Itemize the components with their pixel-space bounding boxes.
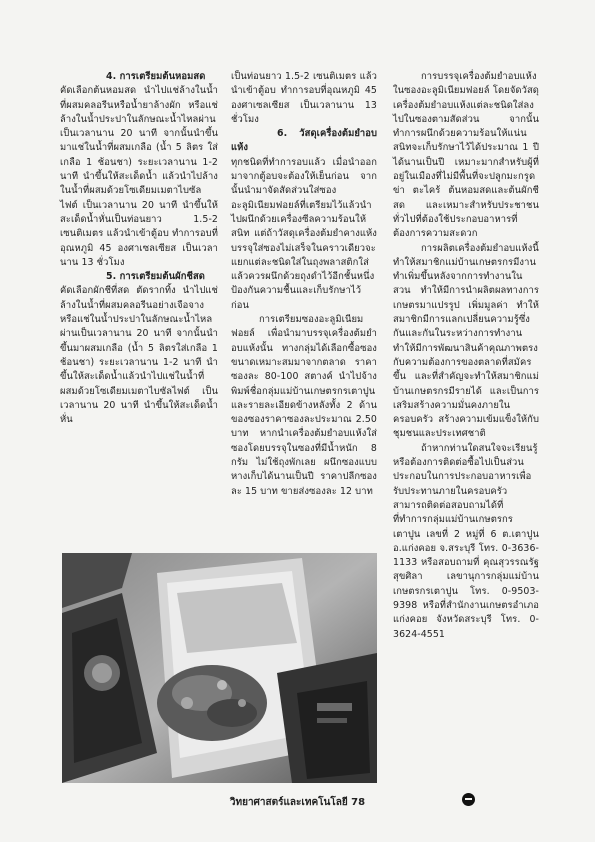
benefits-paragraph: การผลิตเครื่องต้มยำอบแห้งนี้ ทำให้สมาชิกแม่บ้านเกษตรกรมีงานทำเพิ่มขึ้นหลังจากการทำงานในสวน ทำให้มีการนำผลิตผลทางการเกษตรมาแปรรูป เพิ่มมูลค่า ทำให้สมาชิกมีการแลกเปลี่ยนความรู้ซึ่งกันและกันในระหว่างการทำงาน ทำให้มีการพัฒนาสินค้าคุณภาพตรงกับความต้องการของตลาดที่สมัครขึ้น และที่สำคัญจะทำให้สมาชิกแม่บ้านเกษตรกรมีรายได้ และเป็นการเสริมสร้างความมั่นคงภายในครอบครัว สร้างความเข้มแข็งให้กับชุมชนและประเทศชาติ [393,242,539,440]
column-2 [231,70,377,499]
section-paragraph-6: ทุกชนิดที่ทำการอบแล้ว เมื่อนำออกมาจากตู้อบจะต้องให้เย็นก่อน จากนั้นนำมาจัดสัดส่วนใส่ซองอะลูมิเนียมฟอยล์ที่เตรียมไว้แล้วนำไปผนึกด้วยเครื่องซีลความร้อนให้สนิท แต่ถ้าวัสดุเครื่องต้มยำคางแห้งบรรจุใส่ซองไม่เสร็จในคราวเดียวจะแยกแต่ละชนิดใส่ในถุงพลาสติกใส่แล้วควรผนึกด้วยถุงดำไว้อีกชั้นหนึ่ง ป้องกันความชื้นและเก็บรักษาไว้ก่อน [231,156,377,311]
product-photo-icon [62,553,377,783]
product-photo-image [62,553,377,783]
continued-paragraph: เป็นท่อนยาว 1.5-2 เซนติเมตร แล้วนำเข้าตู้อบ ทำการอบที่อุณหภูมิ 45 องศาเซลเซียส เป็นเวลานาน 13 ชั่วโมง [231,71,377,125]
section-paragraph-5: คัดเลือกผักชีที่สด ตัดรากทิ้ง นำไปแช่ล้างในน้ำที่ผสมคลอรีนอย่างเจือจาง หรือแช่ในน้ำประปาในลักษณะน้ำไหลผ่านเป็นเวลานาน 20 นาที จากนั้นนำขึ้นมาผสมเกลือ (น้ำ 5 ลิตรใส่เกลือ 1 ช้อนชา) ระยะเวลานาน 1-2 นาที นำขึ้นให้สะเด็ดน้ำแล้วนำไปแช่ในน้ำที่ผสมด้วยโซเดียมเมตาไบซัลไฟต์ เป็นเวลานาน 20 นาที นำขึ้นให้สะเด็ดน้ำหั่น [60,285,218,426]
contact-paragraph: ถ้าหากท่านใดสนใจจะเรียนรู้หรือต้องการติดต่อซื้อไปเป็นส่วนประกอบในการประกอบอาหารเพื่อรับประทานภายในครอบครัว สามารถติดต่อสอบถามได้ที่ ที่ทำการกลุ่มแม่บ้านเกษตรกรเตาปูน เลขที่ 2 หมู่ที่ 6 ต.เตาปูน อ.แก่งคอย จ.สระบุรี โทร. 0-3636-1133 หรือสอบถามที่ คุณสุวรรณรัฐ สุขศิลา เลขานุการกลุ่มแม่บ้านเกษตรกรเตาปูน โทร. 0-9503-9398 หรือที่สำนักงานเกษตรอำเภอแก่งคอย จังหวัดสระบุรี โทร. 0-3624-4551 [393,442,539,640]
packaging-paragraph: การเตรียมซองอะลูมิเนียมฟอยล์ เพื่อนำมาบรรจุเครื่องต้มยำอบแห้งนั้น ทางกลุ่มได้เลือกซื้อซองขนาดเหมาะสมมาจากตลาด ราคาซองละ 80-100 สตางค์ นำไปจ้างพิมพ์ชื่อกลุ่มแม่บ้านเกษตรกรเตาปูน และรายละเอียดข้างหลังทั้ง 2 ด้านของซองราคาซองละประมาณ 2.50 บาท หากนำเครื่องต้มยำอบแห้งใส่ซองโดยบรรจุในซองที่มีน้ำหนัก 8 กรัม ไม่ใช้ถุงพักเลย ผนึกซองแบบหางเก็บได้นานเป็นปี ราคาปลีกซองละ 15 บาท ขายส่งซองละ 12 บาท [231,314,377,497]
section-heading-4: 4. การเตรียมต้นหอมสด [106,71,206,82]
page-footer: วิทยาศาสตร์และเทคโนโลยี 78 [229,797,366,808]
column-1 [60,70,218,427]
section-heading-6: 6. วัสดุเครื่องต้มยำอบแห้ง [231,128,377,154]
section-paragraph-4: คัดเลือกต้นหอมสด นำไปแช่ล้างในน้ำที่ผสมคลอรีนหรือน้ำยาล้างผัก หรือแช่ล้างในน้ำประปาในลักษณะน้ำไหลผ่านเป็นเวลานาน 20 นาที จากนั้นนำขึ้นมาแช่ในน้ำที่ผสมเกลือ (น้ำ 5 ลิตร ใส่เกลือ 1 ช้อนชา) ระยะเวลานาน 1-2 นาที นำขึ้นให้สะเด็ดน้ำ แล้วนำไปล้างในน้ำที่ผสมด้วยโซเดียมเมตาไบซัลไฟต์ เป็นเวลานาน 20 นาที นำขึ้นให้สะเด็ดน้ำหั่นเป็นท่อนยาว 1.5-2 เซนติเมตร แล้วนำเข้าตู้อบ ทำการอบที่อุณหภูมิ 45 องศาเซลเซียส เป็นเวลานาน 13 ชั่วโมง [60,85,218,268]
column-3 [393,70,539,642]
packing-paragraph: การบรรจุเครื่องต้มยำอบแห้งในซองอะลูมิเนียมฟอยล์ โดยจัดวัสดุเครื่องต้มยำอบแห้งแต่ละชนิดใส่ลงไปในซองตามสัดส่วน จากนั้นทำการผนึกด้วยความร้อนให้แน่นสนิทจะเก็บรักษาไว้ได้ประมาณ 1 ปี ได้นานเป็นปี เหมาะมากสำหรับผู้ที่อยู่ในเมืองที่ไม่มีพื้นที่จะปลูกมะกรูด ข่า ตะไคร้ ต้นหอมสดและต้นผักชีสด และเหมาะสำหรับประชาชนทั่วไปที่ต้องใช้ประกอบอาหารที่ต้องการความสะดวก [393,71,539,240]
section-heading-5: 5. การเตรียมต้นผักชีสด [106,271,205,283]
